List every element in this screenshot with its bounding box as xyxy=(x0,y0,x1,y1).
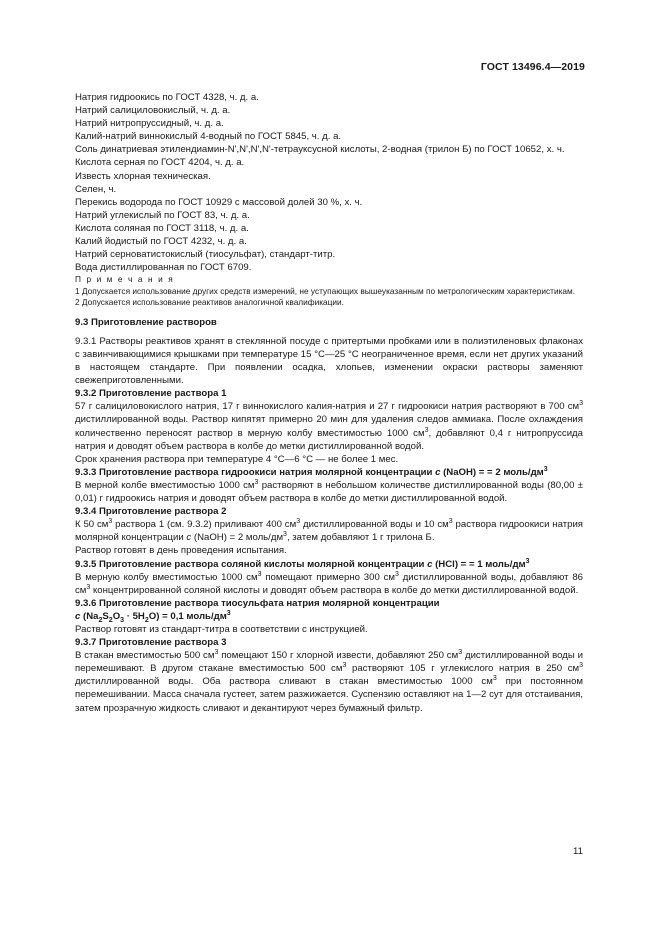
reagent-item: Натрий нитропруссидный, ч. д. а. xyxy=(75,118,224,130)
heading-9-3-3: 9.3.3 Приготовление раствора гидроокиси натрия молярной концентрации c (NaOH) = = 2 моль/$дм^3$ xyxy=(75,465,548,478)
paragraph-9-3-5: В мерную колбу вместимостью 1000 $см^3$ помещают примерно 300 $см^3$ дистиллированной воды, добавляют 86 $см^3$ концентрированной соляной кислоты и доводят объем раствора в колбе до метки дистиллированной водой. xyxy=(75,570,584,596)
heading-9-3-2: 9.3.2 Приготовление раствора 1 xyxy=(75,388,227,400)
heading-9-3-4: 9.3.4 Приготовление раствора 2 xyxy=(75,506,227,518)
reagent-item: Перекись водорода по ГОСТ 10929 с массовой долей 30 %, х. ч. xyxy=(75,196,363,208)
paragraph-9-3-1: 9.3.1 Растворы реактивов хранят в стеклянной посуде с притертыми пробками или в полиэтиленовых флаконах с завинчивающимися крышками при температуре 15 °С—25 °С неограниченное время, если нет других указаний в настоящем стандарте. При появлении осадка, хлопьев, изменении окраски растворы заменяют свежеприготовленными. xyxy=(75,335,583,387)
paragraph-9-3-7: В стакан вместимостью 500 $см^3$ помещают 150 г хлорной извести, добавляют 250 $см^3$ дистиллированной воды и перемешивают. В другом стакане вместимостью 500 $см^3$ растворяют 105 г углекислого натрия в 250 $см^3$ дистиллированной воды. Оба раствора сливают в стакан вместимостью 1000 $см^3$ при постоянном перемешивании. Масса сначала густеет, затем разжижается. Суспензию оставляют на 1—2 сут для отстаивания, затем прозрачную жидкость сливают и декантируют через бумажный фильтр. xyxy=(75,648,583,714)
note-2: 2 Допускается использование реактивов аналогичной квалификации. xyxy=(75,297,344,308)
reagent-item: Натрий серноватистокислый (тиосульфат), стандарт-титр. xyxy=(75,249,336,261)
paragraph-9-3-2: 57 г салициловокислого натрия, 17 г виннокислого калия-натрия и 27 г гидроокиси натрия растворяют в 700 $см^3$ дистиллированной воды. Раствор кипятят примерно 20 мин для удаления следов аммиака. После охлаждения количественно переносят раствор в мерную колбу вместимостью 1000 $см^3$, добавляют 0,4 г нитропруссида натрия и доводят объем раствора в колбе до метки дистиллированной водой. xyxy=(75,400,583,452)
reagent-item: Кислота соляная по ГОСТ 3118, ч. д. а. xyxy=(75,222,249,234)
note-1: 1 Допускается использование других средств измерений, не уступающих вышеуказанным по метрологическим характеристикам. xyxy=(75,285,576,296)
reagent-item: Натрий салициловокислый, ч. д. а. xyxy=(75,105,231,117)
reagent-item: Селен, ч. xyxy=(75,183,117,195)
document-header: ГОСТ 13496.4—2019 xyxy=(480,61,585,73)
reagent-item: Натрий углекислый по ГОСТ 83, ч. д. а. xyxy=(75,209,250,221)
reagent-item: Калий йодистый по ГОСТ 4232, ч. д. а. xyxy=(75,236,247,248)
reagent-item: Калий-натрий виннокислый 4-водный по ГОСТ 5845, ч. д. а. xyxy=(75,131,342,143)
paragraph-9-3-3: В мерной колбе вместимостью 1000 $см^3$ растворяют в небольшом количестве дистиллированной воды (80,00 ± 0,01) г гидроокись натрия и доводят объем раствора в колбе до метки дистиллированной водой. xyxy=(75,478,583,505)
storage-note-9-3-2: Срок хранения раствора при температуре 4 °С—6 °С — не более 1 мес. xyxy=(75,453,399,465)
page-number: 11 xyxy=(573,846,583,857)
section-9-3-title: 9.3 Приготовление растворов xyxy=(75,316,217,328)
paragraph-9-3-4: К 50 $см^3$ раствора 1 (см. 9.3.2) приливают 400 $см^3$ дистиллированной воды и 10 $см^3$ раствора гидроокиси натрия молярной концентрации c (NaOH) = 2 моль/$дм^3$, затем добавляют 1 г трилона Б. xyxy=(75,518,583,544)
note-9-3-4: Раствор готовят в день проведения испытания. xyxy=(75,545,287,557)
paragraph-9-3-6: Раствор готовят из стандарт-титра в соответствии с инструкцией. xyxy=(75,623,368,635)
notes-block xyxy=(75,274,583,309)
reagent-item: Натрия гидроокись по ГОСТ 4328, ч. д. а. xyxy=(75,92,259,103)
heading-9-3-6: 9.3.6 Приготовление раствора тиосульфата натрия молярной концентрации c $(Na_2S_2O_3 \cdot 5H_2O) = 0,1$ моль/$дм^3$ xyxy=(75,597,440,624)
reagents-list xyxy=(75,91,583,274)
reagent-item: Известь хлорная техническая. xyxy=(75,170,211,182)
reagent-item: Кислота серная по ГОСТ 4204, ч. д. а. xyxy=(75,157,245,169)
reagent-item: Вода дистиллированная по ГОСТ 6709. xyxy=(75,262,252,274)
heading-9-3-5: 9.3.5 Приготовление раствора соляной кислоты молярной концентрации c (HCl) = = 1 моль/$дм^3$ xyxy=(75,557,530,570)
document-body xyxy=(75,91,583,715)
notes-title: П р и м е ч а н и я xyxy=(75,274,175,285)
heading-9-3-7: 9.3.7 Приготовление раствора 3 xyxy=(75,637,227,649)
reagent-item: Соль динатриевая этилендиамин-N',N',N',N'-тетрауксусной кислоты, 2-водная (трилон Б) по ГОСТ 10652, х. ч. xyxy=(75,144,565,156)
